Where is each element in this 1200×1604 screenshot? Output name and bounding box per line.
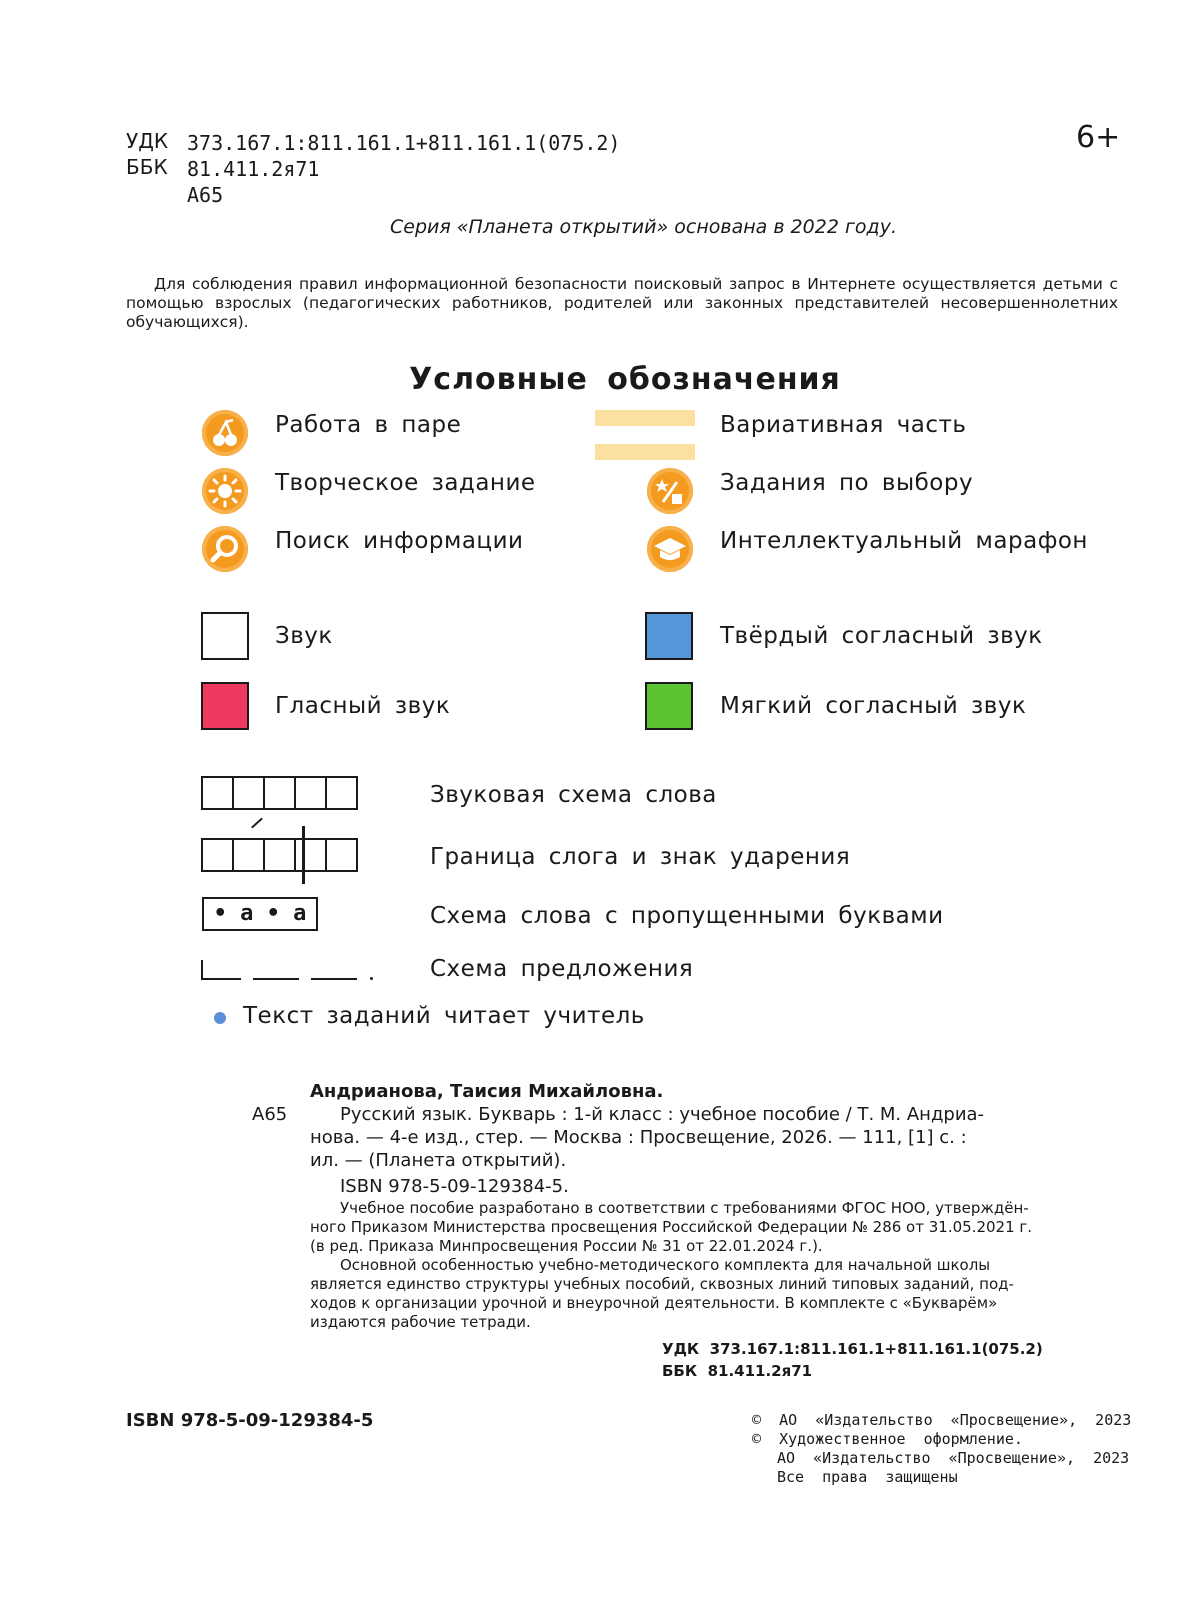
optional-tasks-label: Задания по выбору [720, 470, 974, 496]
creative-task-label: Творческое задание [275, 470, 536, 496]
copyright-line: © Художественное оформление. [752, 1430, 1023, 1448]
catalog-note1: Учебное пособие разработано в соответствии с требованиями ФГОС НОО, утверждён- [340, 1199, 1029, 1217]
graduation-cap-icon [647, 526, 693, 572]
sentence-scheme-period [370, 977, 373, 980]
hard-consonant-label: Твёрдый согласный звук [720, 623, 1043, 649]
word-scheme-box: • а • а [202, 897, 318, 931]
sentence-scheme-word [311, 978, 357, 980]
rights-line: Все права защищены [777, 1468, 958, 1486]
series-note: Серия «Планета открытий» основана в 2022 году. [390, 216, 897, 238]
catalog-line3: ил. — (Планета открытий). [310, 1150, 567, 1171]
soft-consonant-box [645, 682, 693, 730]
catalog-note2: издаются рабочие тетради. [310, 1313, 531, 1331]
vowel-box [201, 682, 249, 730]
star-percent-icon [647, 468, 693, 514]
copyright-line: © АО «Издательство «Просвещение», 2023 [752, 1411, 1132, 1429]
catalog-author: Андрианова, Таисия Михайловна. [310, 1081, 664, 1102]
catalog-mark: А65 [252, 1104, 288, 1125]
catalog-line2: нова. — 4-е изд., стер. — Москва : Просвещение, 2026. — 111, [1] с. : [310, 1127, 967, 1148]
catalog-isbn: ISBN 978-5-09-129384-5. [340, 1176, 569, 1197]
author-mark: А65 [187, 183, 224, 207]
footer-isbn: ISBN 978-5-09-129384-5 [126, 1410, 374, 1431]
sentence-scheme-word [253, 978, 299, 980]
bullet-icon [214, 1012, 226, 1024]
cherries-icon [202, 410, 248, 456]
sound-scheme-cells [201, 776, 358, 810]
age-rating: 6+ [1076, 120, 1121, 155]
sentence-scheme-label: Схема предложения [430, 956, 694, 982]
catalog-title-line: Русский язык. Букварь : 1-й класс : учебное пособие / Т. М. Андриа- [340, 1104, 985, 1125]
syllable-scheme-cells [201, 838, 358, 872]
legend-title: Условные обозначения [409, 362, 841, 397]
syllable-border-label: Граница слога и знак ударения [430, 844, 851, 870]
catalog-bbk: ББК 81.411.2я71 [662, 1362, 813, 1380]
work-in-pair-label: Работа в паре [275, 412, 462, 438]
udk-label: УДК [126, 129, 169, 153]
sound-scheme-label: Звуковая схема слова [430, 782, 717, 808]
variative-part-label: Вариативная часть [720, 412, 967, 438]
sentence-scheme [201, 960, 241, 980]
intellectual-marathon-label: Интеллектуальный марафон [720, 528, 1088, 554]
catalog-note1: (в ред. Приказа Минпросвещения России № 31 от 22.01.2024 г.). [310, 1237, 823, 1255]
udk-value: 373.167.1:811.161.1+811.161.1(075.2) [187, 131, 621, 155]
info-search-label: Поиск информации [275, 528, 524, 554]
bbk-label: ББК [126, 155, 168, 179]
soft-consonant-label: Мягкий согласный звук [720, 693, 1027, 719]
safety-note: Для соблюдения правил информационной безопасности поисковый запрос в Интернете осуществляется детьми с помощью взрослых (педагогических работников, родителей или законных представителей несовершеннолетних обучающихся). [126, 275, 1118, 331]
catalog-note2: является единство структуры учебных пособий, сквозных линий типовых заданий, под- [310, 1275, 1014, 1293]
catalog-udk: УДК 373.167.1:811.161.1+811.161.1(075.2) [662, 1340, 1043, 1358]
teacher-reads-label: Текст заданий читает учитель [243, 1003, 645, 1029]
magnifier-icon [202, 526, 248, 572]
sound-label: Звук [275, 623, 333, 649]
catalog-note2: ходов к организации урочной и внеурочной деятельности. В комплекте с «Букварём» [310, 1294, 998, 1312]
copyright-line: АО «Издательство «Просвещение», 2023 [777, 1449, 1130, 1467]
bbk-value: 81.411.2я71 [187, 157, 320, 181]
word-scheme-missing-label: Схема слова с пропущенными буквами [430, 903, 944, 929]
catalog-note2: Основной особенностью учебно-методического комплекта для начальной школы [340, 1256, 991, 1274]
sun-icon [202, 468, 248, 514]
variative-stripes [595, 410, 695, 456]
stress-mark [251, 818, 263, 829]
catalog-note1: ного Приказом Министерства просвещения Российской Федерации № 286 от 31.05.2021 г. [310, 1218, 1033, 1236]
hard-consonant-box [645, 612, 693, 660]
syllable-border-line [302, 826, 305, 884]
vowel-sound-label: Гласный звук [275, 693, 451, 719]
sound-box [201, 612, 249, 660]
